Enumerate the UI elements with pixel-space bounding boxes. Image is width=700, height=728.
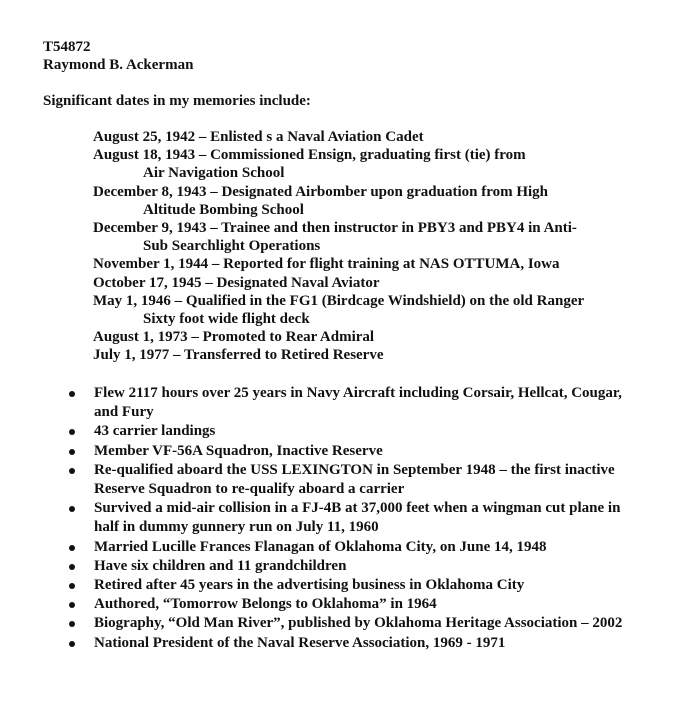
date-entry-line: October 17, 1945 – Designated Naval Aviator (93, 274, 380, 291)
list-item-text: Survived a mid-air collision in a FJ-4B at 37,000 feet when a wingman cut plane in half in dummy gunnery run on July 11, 1960 (94, 500, 621, 536)
date-entry (93, 328, 663, 346)
list-item-text: Married Lucille Frances Flanagan of Oklahoma City, on June 14, 1948 (94, 538, 547, 555)
bullet-icon (69, 468, 75, 474)
bullet-icon (69, 641, 75, 647)
bullet-icon (69, 583, 75, 589)
date-entry (93, 128, 663, 146)
list-item-text: Re-qualified aboard the USS LEXINGTON in September 1948 – the first inactive Reserve Squadron to re-qualify aboard a carrier (94, 461, 615, 498)
list-item-text: National President of the Naval Reserve Association, 1969 - 1971 (94, 634, 506, 651)
bullet-icon (69, 564, 75, 570)
bullet-icon (69, 506, 75, 512)
date-entry (93, 255, 663, 273)
dates-list (93, 128, 663, 365)
date-entry (93, 146, 663, 182)
date-entry (93, 292, 663, 328)
list-item-text: Authored, “Tomorrow Belongs to Oklahoma” in 1964 (94, 596, 437, 613)
bullet-icon (69, 602, 75, 608)
date-entry-line: August 1, 1973 – Promoted to Rear Admiral (93, 329, 375, 346)
list-item (0, 576, 660, 595)
list-item-text: Flew 2117 hours over 25 years in Navy Aircraft including Corsair, Hellcat, Cougar, and Fury (94, 385, 622, 421)
date-entry (93, 346, 663, 364)
list-item (0, 634, 660, 653)
author-name: Raymond B. Ackerman (43, 57, 194, 73)
date-entry-line: August 18, 1943 – Commissioned Ensign, graduating first (tie) from (93, 147, 526, 164)
date-entry (93, 274, 663, 292)
bullet-icon (69, 391, 75, 397)
date-entry-line: December 9, 1943 – Trainee and then instructor in PBY3 and PBY4 in Anti- (93, 220, 577, 237)
date-entry-line: July 1, 1977 – Transferred to Retired Reserve (93, 347, 384, 364)
list-item (0, 442, 660, 461)
list-item (0, 614, 660, 633)
document-id: T54872 (43, 39, 91, 55)
intro-heading: Significant dates in my memories include: (43, 93, 311, 109)
date-entry (93, 183, 663, 219)
date-entry-continuation: Sixty foot wide flight deck (143, 311, 310, 328)
list-item (0, 384, 660, 422)
date-entry-line: December 8, 1943 – Designated Airbomber upon graduation from High (93, 183, 549, 200)
list-item-text: Member VF-56A Squadron, Inactive Reserve (94, 442, 383, 459)
date-entry-continuation: Altitude Bombing School (143, 201, 304, 218)
date-entry (93, 219, 663, 255)
list-item-text: Have six children and 11 grandchildren (94, 557, 347, 574)
bullet-icon (69, 545, 75, 551)
list-item-text: 43 carrier landings (94, 423, 216, 440)
date-entry-line: May 1, 1946 – Qualified in the FG1 (Birdcage Windshield) on the old Ranger (93, 292, 585, 309)
date-entry-line: August 25, 1942 – Enlisted s a Naval Aviation Cadet (93, 129, 424, 145)
list-item (0, 499, 660, 537)
date-entry-continuation: Sub Searchlight Operations (143, 238, 321, 255)
bullet-icon (69, 429, 75, 435)
list-item (0, 595, 660, 614)
bullet-icon (69, 621, 75, 627)
date-entry-continuation: Air Navigation School (143, 165, 285, 182)
list-item (0, 557, 660, 576)
date-entry-line: November 1, 1944 – Reported for flight training at NAS OTTUMA, Iowa (93, 256, 560, 273)
list-item (0, 461, 660, 499)
list-item (0, 422, 660, 441)
accomplishments-list (0, 384, 660, 653)
list-item (0, 538, 660, 557)
list-item-text: Retired after 45 years in the advertising business in Oklahoma City (94, 577, 525, 594)
bullet-icon (69, 449, 75, 455)
list-item-text: Biography, “Old Man River”, published by Oklahoma Heritage Association – 2002 (94, 615, 623, 632)
